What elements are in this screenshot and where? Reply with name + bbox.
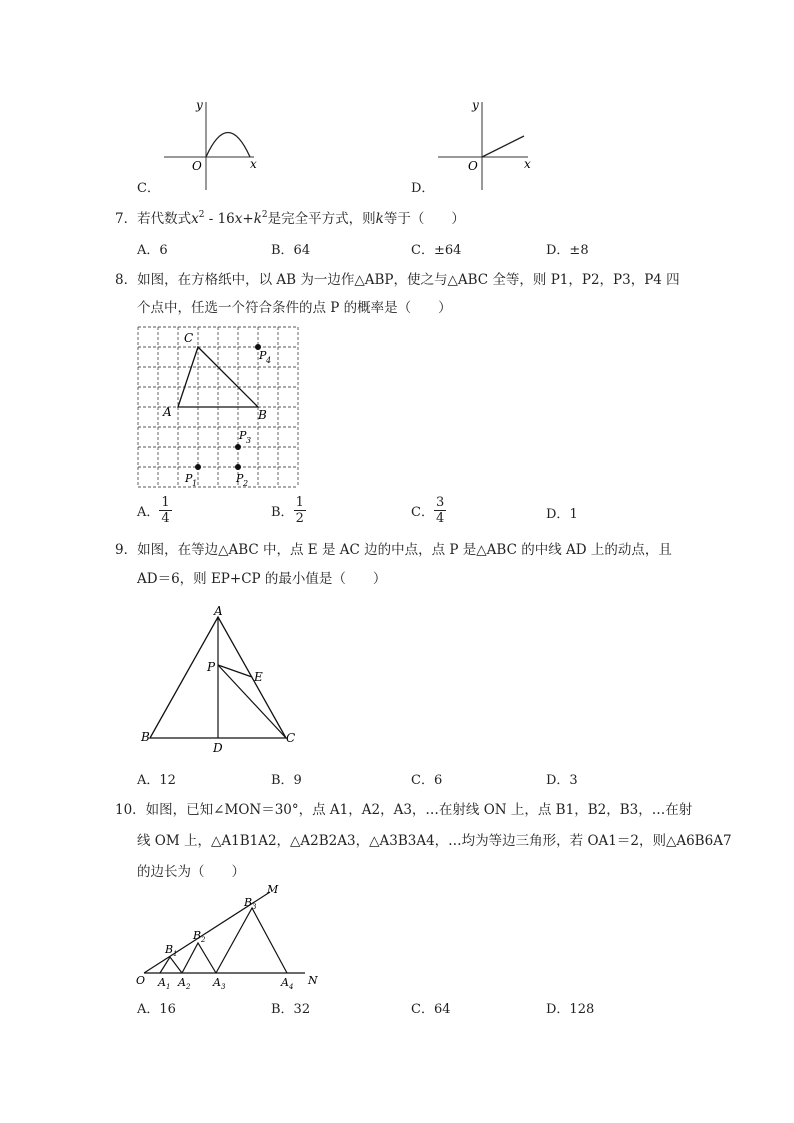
q8-line1: 8．如图，在方格纸中，以 AB 为一边作△ABP，使之与△ABC 全等，则 P1，P2，P3，P4 四 (115, 272, 680, 288)
q9-line2: AD＝6，则 EP+CP 的最小值是（ ） (137, 571, 387, 587)
q9-label-c: C (286, 731, 296, 745)
q8-label-p2: P (236, 472, 244, 485)
q10-label-m: M (267, 883, 279, 896)
graph-d (432, 98, 542, 194)
q10-option-a[interactable]: A．16 (137, 1002, 176, 1017)
q7-k: k (375, 211, 384, 227)
q10-label-a1-sub: 1 (166, 983, 171, 991)
q7-plus: + (242, 211, 254, 227)
q9-option-d[interactable]: D．3 (546, 773, 578, 788)
q8-point-p2 (235, 464, 241, 470)
graph-d-origin: O (468, 159, 478, 173)
q10-line1: 10．如图，已知∠MON＝30°，点 A1，A2，A3，…在射线 ON 上，点 B1，B2，B3，…在射 (115, 802, 693, 818)
q8-label-c: C (184, 331, 194, 345)
q10-option-b[interactable]: B．32 (271, 1002, 311, 1017)
q7-stem (115, 205, 465, 229)
q9-label-p: P (207, 660, 216, 674)
q8-point-p1 (195, 464, 201, 470)
q10-label-n: N (308, 974, 318, 987)
q10-option-c[interactable]: C．64 (411, 1002, 451, 1017)
q9-label-b: B (141, 730, 150, 744)
q9-label-a: A (214, 605, 223, 618)
q10-label-b3: B (244, 896, 253, 909)
q8-option-a[interactable] (137, 495, 172, 526)
q10-label-b1: B (165, 943, 174, 956)
q8-option-b-label: B． (271, 505, 294, 520)
graph-c (158, 98, 268, 194)
q7-sq1: 2 (198, 210, 205, 220)
q7-num: 7．若代数式 (115, 211, 192, 227)
q8-label-p4-sub: 4 (266, 356, 272, 365)
q10-label-o: O (136, 974, 146, 987)
q7-option-b[interactable]: B．64 (271, 243, 311, 258)
q8-label-a: A (163, 405, 172, 419)
q10-label-a1: A (158, 976, 166, 989)
q9-option-b[interactable]: B．9 (271, 773, 302, 788)
graph-c-origin: O (192, 159, 202, 173)
q10-option-d[interactable]: D．128 (546, 1002, 595, 1017)
q10-label-b3-sub: 3 (252, 903, 257, 911)
q10-triangles-figure (130, 880, 330, 995)
q10-label-a4: A (281, 976, 289, 989)
graph-c-x-label: x (250, 157, 257, 171)
q9-triangle-figure (138, 605, 308, 755)
q7-option-c[interactable]: C．±64 (411, 243, 462, 258)
q7-k-term: k (253, 211, 262, 227)
q7-x: x (191, 211, 199, 227)
q8-option-d-label: D． (546, 507, 570, 522)
q8-option-b[interactable] (271, 495, 306, 526)
graph-d-y-label: y (472, 98, 479, 112)
q10-label-a2: A (178, 976, 186, 989)
q8-line2: 个点中，任选一个符合条件的点 P 的概率是（ ） (137, 300, 452, 316)
q9-option-a[interactable]: A．12 (137, 773, 176, 788)
q10-label-b1-sub: 1 (173, 950, 178, 958)
graph-c-y-label: y (196, 98, 203, 112)
q7-sq2: 2 (261, 210, 268, 220)
q8-option-a-label: A． (137, 505, 160, 520)
q8-grid-figure (130, 320, 310, 490)
q8-point-p3 (235, 444, 241, 450)
q10-label-a3-sub: 3 (221, 983, 226, 991)
q8-label-p4: P (259, 349, 267, 362)
q7-end: 等于（ ） (383, 211, 465, 227)
q7-option-a[interactable]: A．6 (137, 243, 168, 258)
q8-option-c-frac: $\frac{3}{4}$ (435, 495, 445, 526)
graph-c-option-label[interactable]: C． (137, 181, 160, 196)
q7-tail: 是完全平方式，则 (267, 211, 376, 227)
q7-mid: - 16 (204, 211, 235, 227)
q8-label-p3-sub: 3 (246, 436, 252, 445)
q10-label-b2-sub: 2 (201, 936, 206, 944)
q8-option-c[interactable] (411, 495, 446, 526)
q8-option-d-value: 1 (569, 507, 578, 522)
graph-d-option-label[interactable]: D． (411, 181, 435, 196)
q9-label-e: E (254, 670, 263, 684)
q10-label-b2: B (193, 929, 202, 942)
q8-option-b-frac: $\frac{1}{2}$ (295, 495, 304, 526)
q9-line1: 9．如图，在等边△ABC 中，点 E 是 AC 边的中点，点 P 是△ABC 的中线 AD 上的动点，且 (115, 542, 672, 558)
q9-label-d: D (213, 741, 223, 755)
q10-label-a3: A (213, 976, 221, 989)
q10-line3: 的边长为（ ） (137, 864, 245, 880)
q9-option-c[interactable]: C．6 (411, 773, 443, 788)
q8-option-d[interactable] (546, 503, 578, 522)
q8-option-c-label: C． (411, 505, 434, 520)
q8-label-p1-sub: 1 (192, 479, 198, 488)
q10-line2: 线 OM 上，△A1B1A2，△A2B2A3，△A3B3A4，…均为等边三角形，若 OA1＝2，则△A6B6A7 (137, 833, 732, 849)
q8-label-b: B (258, 408, 267, 422)
q8-option-a-frac: $\frac{1}{4}$ (161, 495, 170, 526)
q8-label-p3: P (239, 429, 247, 442)
q8-label-p2-sub: 2 (243, 479, 249, 488)
q7-x2: x (234, 211, 243, 227)
q7-option-d[interactable]: D．±8 (546, 243, 589, 258)
graph-d-x-label: x (524, 157, 531, 171)
q10-label-a4-sub: 4 (289, 983, 294, 991)
q10-label-a2-sub: 2 (186, 983, 191, 991)
q8-label-p1: P (185, 472, 193, 485)
